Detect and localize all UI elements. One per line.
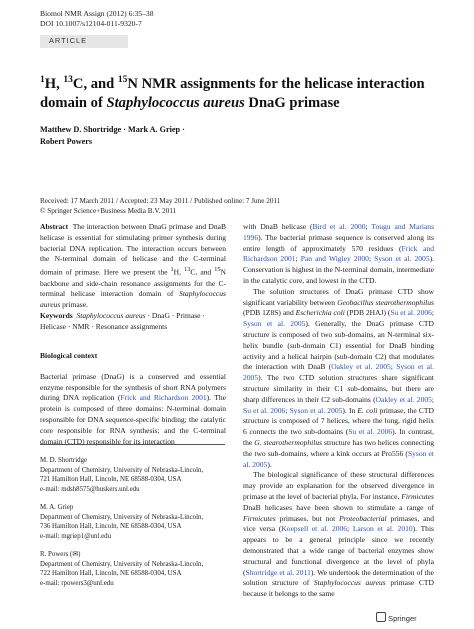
citation-link[interactable]: Pan and Wigley 2000 xyxy=(300,254,369,264)
organism-name: Proteobacterial xyxy=(339,513,387,523)
body-text: ; xyxy=(431,308,435,318)
citation-link[interactable]: Syson et al. 2005 xyxy=(374,254,430,264)
citation-link[interactable]: Su et al. 2006 xyxy=(243,405,286,415)
affiliation-email[interactable]: e-mail: rpowers3@unl.edu xyxy=(40,579,114,587)
article-type-bar xyxy=(40,35,128,48)
citation-link[interactable]: Su et al. 2006 xyxy=(348,427,393,437)
isotope-mass: 13 xyxy=(63,75,73,86)
body-text: ; xyxy=(365,222,372,231)
citation-link[interactable]: Frick and Richardson 2001 xyxy=(120,393,207,403)
affiliation-name: R. Powers (✉) xyxy=(40,551,81,558)
body-text: ; xyxy=(368,254,375,264)
citation-link[interactable]: Oakley et al. 2005 xyxy=(375,394,432,404)
publisher-footer xyxy=(376,612,417,623)
citation-link[interactable]: Syson et al. 2005 xyxy=(289,405,343,415)
affiliation-line: 721 Hamilton Hall, Lincoln, NE 68588-0304, USA xyxy=(40,476,182,484)
authors-line[interactable]: Robert Powers xyxy=(40,136,93,146)
body-text: primases, and vice versa ( xyxy=(243,513,434,534)
body-text: The solution structures of DnaG primase CTD show significant variability between xyxy=(243,286,434,307)
keywords-block xyxy=(40,311,226,333)
affiliation-email[interactable]: e-mail: mgriep1@unl.edu xyxy=(40,532,112,540)
author-list xyxy=(40,124,300,147)
citation-link[interactable]: Shortridge et al. 2011 xyxy=(245,567,311,577)
abstract-text: N backbone and side-chain resonance assignments for the C-terminal helicase interaction domain of xyxy=(40,267,226,299)
body-text: (PDB 2HAJ) ( xyxy=(344,308,391,318)
body-text: ; xyxy=(285,405,290,415)
affiliation-line: Department of Chemistry, University of Nebraska-Lincoln, xyxy=(40,466,204,474)
citation-link[interactable]: Syson et al. 2005 xyxy=(243,448,434,469)
citation-link[interactable]: Syson et al. 2005 xyxy=(243,362,435,383)
citation-link[interactable]: Larson et al. 2010 xyxy=(352,524,413,534)
title-text: H, xyxy=(44,76,64,92)
body-text: primase CTD because it belongs to the same xyxy=(243,578,434,599)
article-title xyxy=(40,75,440,113)
body-text: structure has two helices connecting the two sub-domains, where a kink occurs at Pro556 ( xyxy=(243,437,434,458)
title-text: C, and xyxy=(72,76,118,92)
affiliation-email[interactable]: e-mail: mdsh8575@huskers.unl.edu xyxy=(40,485,140,493)
title-text: N NMR assignments for the helicase interaction xyxy=(127,76,425,92)
citation-link[interactable]: Tougu and Marians 1996 xyxy=(243,222,435,242)
abstract-label: Abstract xyxy=(40,222,69,231)
body-text: ; xyxy=(347,524,353,534)
title-organism: Staphylococcus aureus xyxy=(106,95,245,111)
body-text: ). The two CTD solution structures share significant structure similarity in their C1 sub-domains, but there are sharp differences in their C2 sub-domains ( xyxy=(243,373,434,404)
citation-link[interactable]: Frick and Richardson 2001 xyxy=(243,243,434,264)
title-text: domain of xyxy=(40,95,107,111)
journal-citation: Biomol NMR Assign (2012) 6:35–38 xyxy=(40,9,154,18)
isotope-mass: 1 xyxy=(40,75,45,86)
body-text: ). In contrast, the xyxy=(243,427,434,447)
organism-name: Firmicutes xyxy=(243,513,276,523)
keyword-organism: Staphylococcus aureus xyxy=(76,311,146,320)
article-type-label: ARTICLE xyxy=(49,36,88,45)
body-text: ). The bacterial primase sequence is conserved along its entire length of approximately 570 residues ( xyxy=(243,232,434,253)
body-text: ; xyxy=(431,394,435,404)
affiliation-name: M. A. Griep xyxy=(40,504,74,511)
isotope-mass: 1 xyxy=(170,266,174,274)
body-text: The biological significance of these structural differences may provide an explanation for the observed divergence in primase at the level of bacterial phyla. For instance, xyxy=(243,470,434,501)
abstract-text: H, xyxy=(173,267,185,277)
publication-dates: Received: 17 March 2011 / Accepted: 23 May 2011 / Published online: 7 June 2011 xyxy=(40,197,281,205)
publication-history xyxy=(40,196,340,216)
abstract-text: The interaction between DnaG primase and DnaB helicase is essential for stimulating primer synthesis during bacterial DNA replication. The interaction occurs between the N-terminal domain of helicase and the C-terminal domain of primase. Here we present the xyxy=(40,222,226,277)
organism-name: Escherichia coli xyxy=(295,308,345,318)
right-column-body xyxy=(243,222,434,600)
affiliation-line: 736 Hamilton Hall, Lincoln, NE 68588-0304, USA xyxy=(40,523,182,531)
footnote-divider xyxy=(40,444,225,445)
body-text: ; xyxy=(390,362,397,372)
journal-header xyxy=(40,9,154,29)
isotope-mass: 15 xyxy=(117,75,128,86)
affiliation-line: Department of Chemistry, University of Nebraska-Lincoln, xyxy=(40,513,204,521)
keywords-text: · DnaG · Primase · Helicase · NMR · Resonance assignments xyxy=(40,311,205,331)
body-text: ). xyxy=(267,459,272,469)
section-heading: Biological context xyxy=(40,351,98,360)
abstract-text: primase. xyxy=(60,300,88,310)
title-text: DnaG primase xyxy=(244,95,340,111)
keywords-label: Keywords xyxy=(40,311,73,320)
body-text: ). The protein is composed of three domains: N-terminal domain responsible for DNA sequence-specific binding; the catalytic core responsible for RNA synthesis; and the C-terminal domain (CTD) responsible for its interaction xyxy=(40,393,226,446)
abstract-organism: Staphylococcus aureus xyxy=(40,289,226,310)
body-text: ). Conservation is highest in the N-terminal domain, intermediate in the catalytic core, and lowest in the CTD. xyxy=(243,254,435,285)
body-text: ). In xyxy=(342,405,358,415)
body-text: primases, but not xyxy=(275,513,340,523)
biological-context-section xyxy=(40,351,226,447)
body-text: ; xyxy=(295,254,301,264)
authors-line[interactable]: Matthew D. Shortridge · Mark A. Griep · xyxy=(40,125,185,134)
affiliation-line: Department of Chemistry, University of Nebraska-Lincoln, xyxy=(40,560,204,568)
citation-link[interactable]: Syson et al. 2005 xyxy=(243,319,306,329)
abstract-block xyxy=(40,222,226,311)
organism-name: Staphylococcus aureus xyxy=(313,578,386,588)
abstract-text: C, and xyxy=(190,267,215,277)
affiliation-line: 722 Hamilton Hall, Lincoln, NE 68588-0304, USA xyxy=(40,570,182,578)
doi[interactable]: DOI 10.1007/s12104-011-9320-7 xyxy=(40,19,142,28)
springer-horse-icon xyxy=(376,612,386,622)
body-text: primase, the CTD structure is composed of 7 helices, where the long, rigid helix 6 connects the two sub-domains ( xyxy=(243,405,434,437)
organism-name: Geobacillus stearothermophilus xyxy=(337,297,434,307)
body-text: Bacterial primase (DnaG) is a conserved and essential enzyme responsible for the synthesis of short RNA polymers during DNA replication ( xyxy=(40,371,226,403)
organism-name: G. stearothermophilus xyxy=(254,437,323,447)
citation-link[interactable]: Bird et al. 2000 xyxy=(312,222,366,231)
body-text: with DnaB helicase ( xyxy=(243,222,313,231)
organism-name: Firmicutes xyxy=(401,491,434,501)
publisher-name: Springer xyxy=(388,614,417,623)
affiliation-shortridge xyxy=(40,456,226,494)
affiliation-powers xyxy=(40,550,226,588)
citation-link[interactable]: Su et al. 2006 xyxy=(390,308,432,318)
body-text: ). We undertook the determination of the solution structure of xyxy=(243,567,434,588)
affiliation-name: M. D. Shortridge xyxy=(40,457,88,464)
organism-name: E. coli xyxy=(357,405,378,415)
affiliation-griep xyxy=(40,503,226,541)
citation-link[interactable]: Koepsell et al. 2006 xyxy=(281,524,348,534)
body-text: ). This appears to be a general principle since we recently demonstrated that a wide range of bacterial enzymes show structural and functional divergence at the level of phyla ( xyxy=(243,524,434,577)
copyright-notice: © Springer Science+Business Media B.V. 2011 xyxy=(40,207,177,215)
body-text: (PDB 1Z8S) and xyxy=(243,308,296,318)
body-text: DnaB helicases have been shown to stimulate a range of xyxy=(243,502,434,512)
body-text: ). Generally, the DnaG primase CTD structure is composed of two sub-domains, an N-terminal six-helix bundle (sub-domain C1) essential for DnaB binding activity and a helical hairpin (sub-domain C2) that modulates the interaction with DnaB ( xyxy=(243,319,434,372)
isotope-mass: 15 xyxy=(214,266,221,274)
citation-link[interactable]: Oakley et al. 2005 xyxy=(331,362,391,372)
isotope-mass: 13 xyxy=(184,266,191,274)
